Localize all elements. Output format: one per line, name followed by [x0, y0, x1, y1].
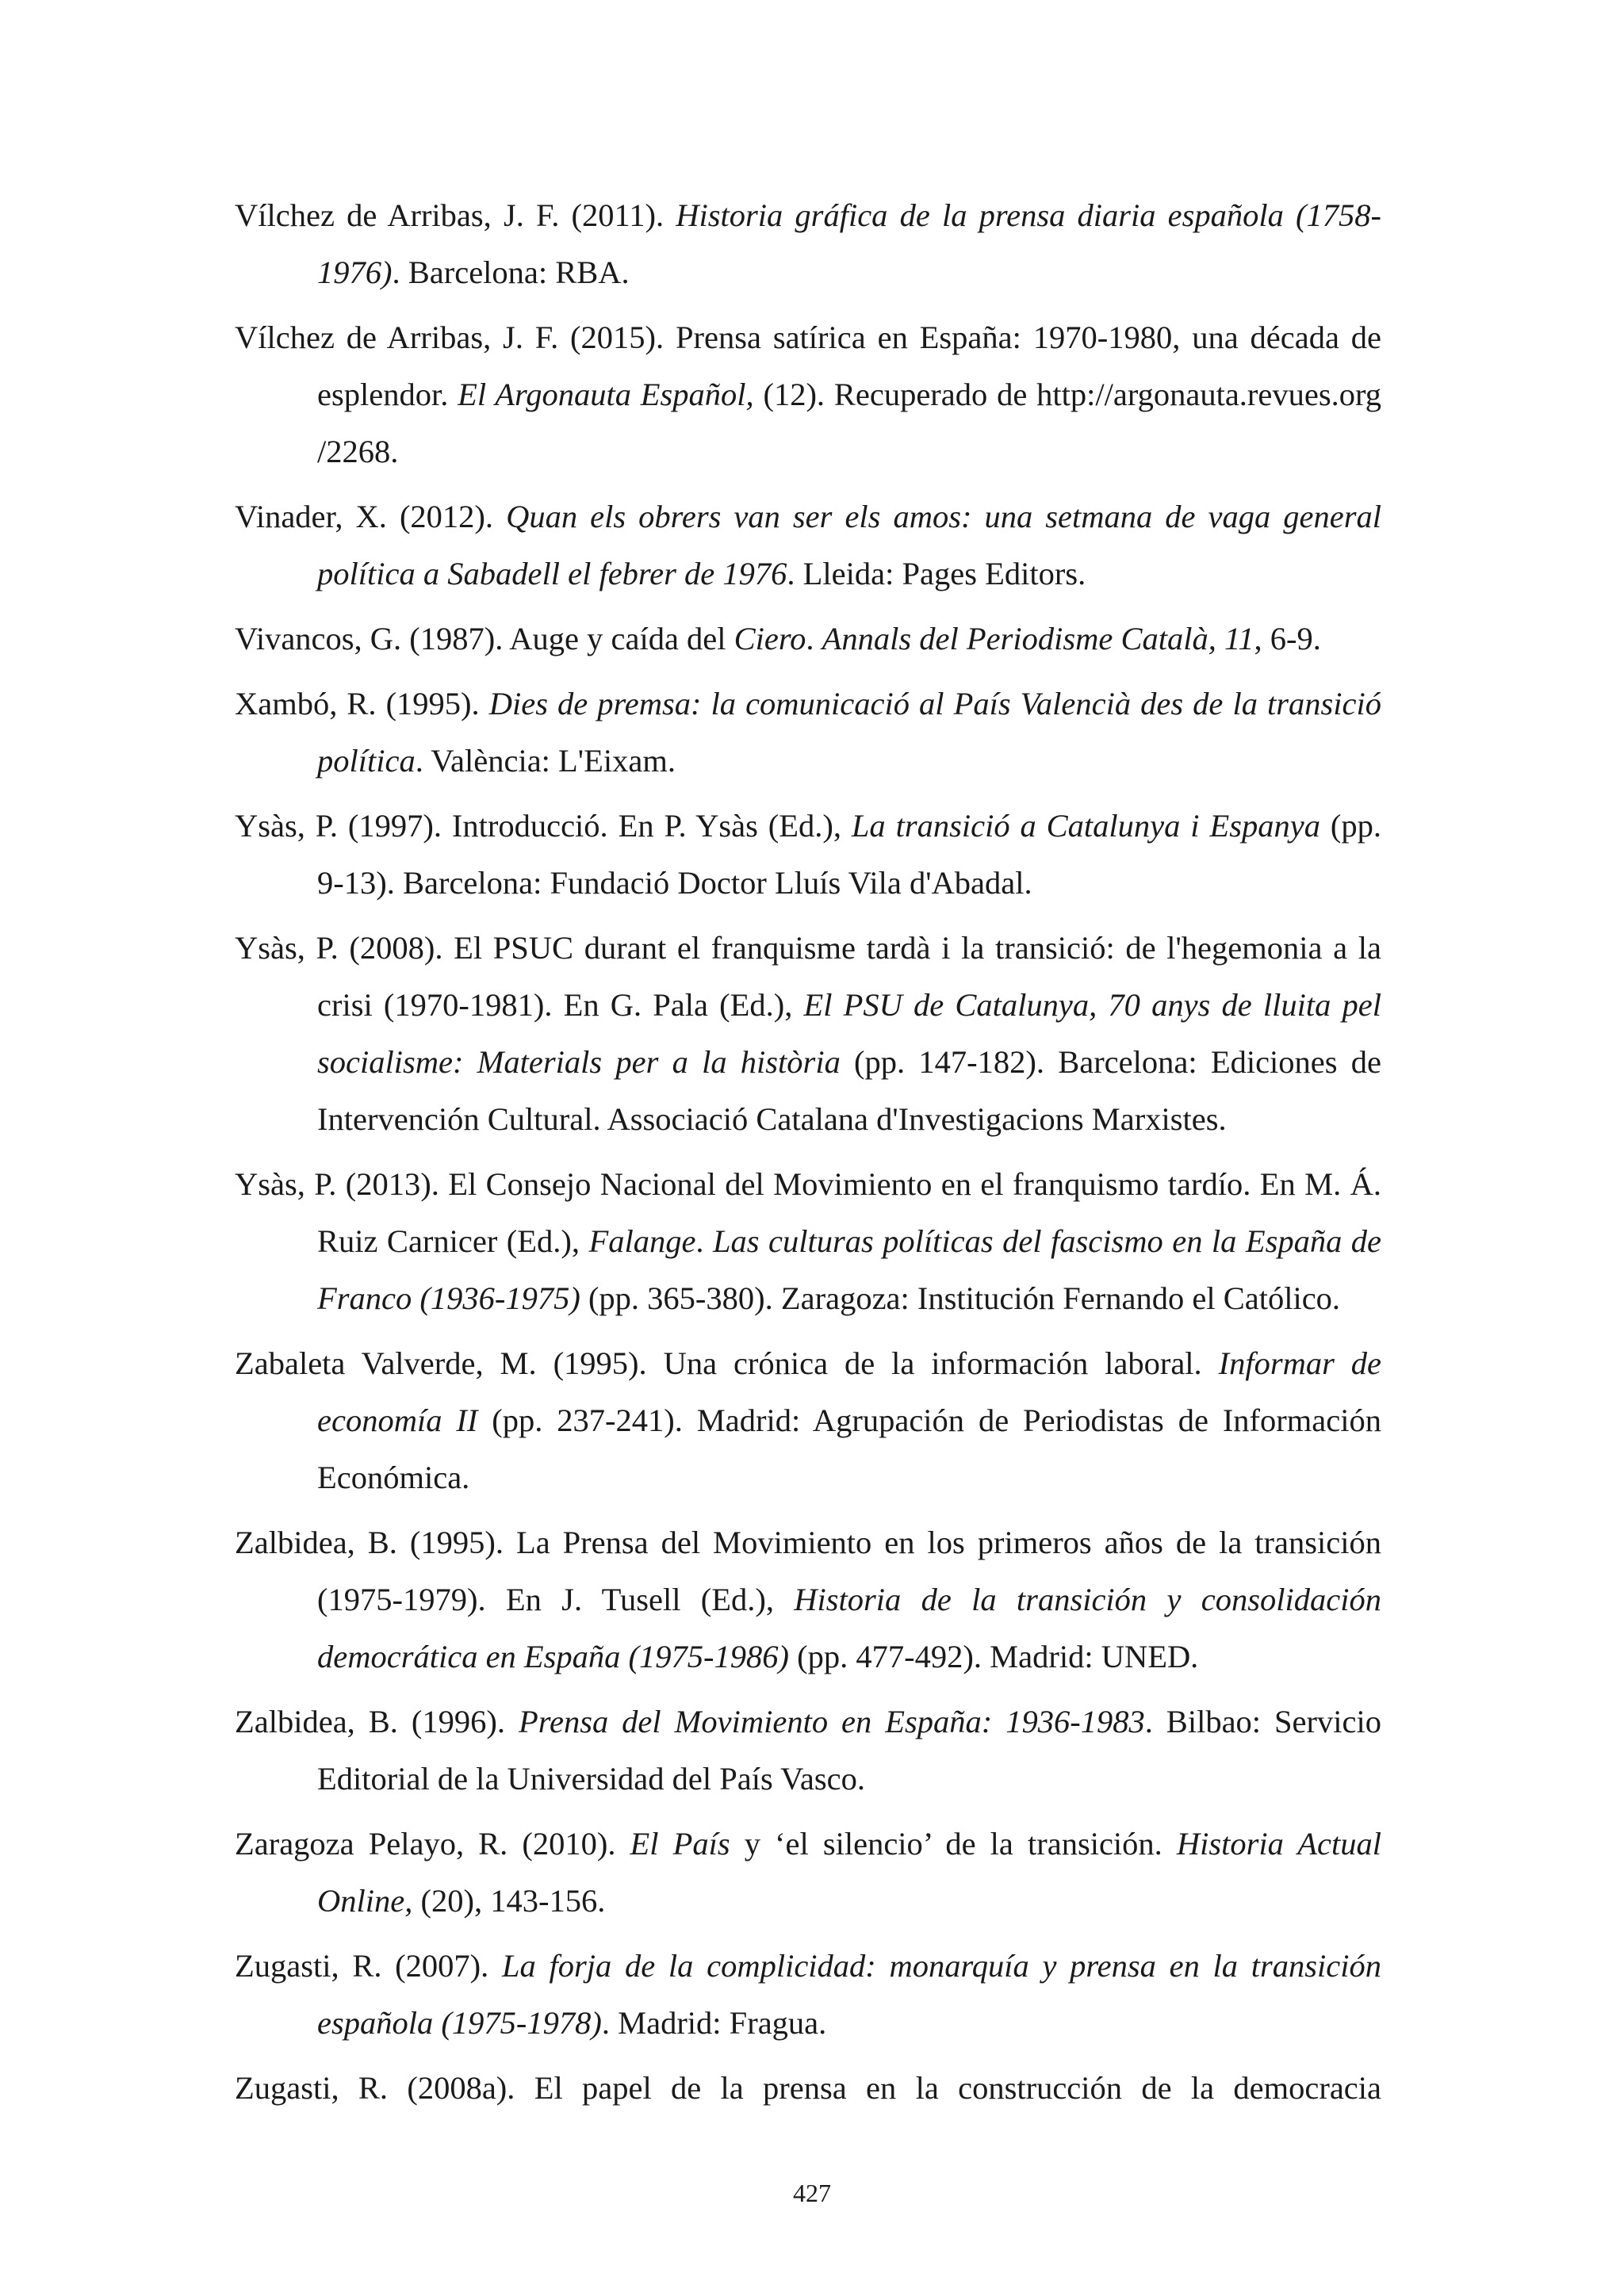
- reference-text: . Barcelona: RBA.: [392, 254, 630, 290]
- reference-text: Vivancos, G. (1987). Auge y caída del: [235, 621, 734, 656]
- reference-entry: [235, 187, 1381, 301]
- reference-italic-text: El Argonauta Español,: [458, 377, 754, 412]
- reference-entry: [235, 1156, 1381, 1327]
- reference-text: . Madrid: Fragua.: [601, 2005, 827, 2041]
- reference-entry: [235, 1335, 1381, 1506]
- reference-italic-text: Dies de premsa: la comunicació al País Valencià des de la transició política: [317, 686, 1381, 779]
- reference-italic-text: El PSU de Catalunya, 70 anys de lluita pel socialisme: Materials per a la història: [317, 987, 1381, 1080]
- reference-text: Vílchez de Arribas, J. F. (2011).: [235, 197, 676, 233]
- reference-text: Zalbidea, B. (1996).: [235, 1704, 519, 1739]
- reference-text: Vílchez de Arribas, J. F. (2015). Prensa satírica en España: 1970-1980, una década de esplendor.: [235, 320, 1381, 412]
- reference-entry: [235, 1514, 1381, 1686]
- reference-entry: [235, 1693, 1381, 1808]
- reference-entry: [235, 488, 1381, 603]
- reference-text: .: [806, 621, 822, 656]
- reference-text: .: [695, 1223, 713, 1259]
- reference-text: (pp. 365-380). Zaragoza: Institución Fernando el Católico.: [580, 1280, 1341, 1316]
- reference-text: (12). Recuperado de http://argonauta.revues.org /2268.: [317, 377, 1381, 469]
- reference-entry: [235, 1816, 1381, 1930]
- reference-text: , 6-9.: [1254, 621, 1321, 656]
- reference-text: (pp. 477-492). Madrid: UNED.: [789, 1639, 1199, 1674]
- reference-text: Zalbidea, B. (1995). La Prensa del Movimiento en los primeros años de la transición (1975-1979). En J. Tusell (Ed.),: [235, 1525, 1381, 1617]
- reference-italic-text: Prensa del Movimiento en España: 1936-1983: [518, 1704, 1145, 1739]
- reference-text: Zugasti, R. (2007).: [235, 1948, 502, 1984]
- reference-entry: [235, 1938, 1381, 2052]
- reference-italic-text: Informar de economía II: [317, 1345, 1381, 1438]
- reference-entry: [235, 675, 1381, 790]
- reference-text: (pp. 237-241). Madrid: Agrupación de Periodistas de Información Económica.: [317, 1402, 1381, 1495]
- reference-italic-text: La transició a Catalunya i Espanya: [851, 808, 1320, 844]
- reference-italic-text: El País: [630, 1826, 730, 1862]
- reference-list: [235, 187, 1381, 2125]
- reference-entry: [235, 309, 1381, 480]
- reference-text: Zaragoza Pelayo, R. (2010).: [235, 1826, 630, 1862]
- reference-italic-text: Historia Actual Online,: [317, 1826, 1381, 1919]
- reference-italic-text: Historia gráfica de la prensa diaria española (1758-1976): [317, 197, 1381, 290]
- reference-text: (pp. 9-13). Barcelona: Fundació Doctor Lluís Vila d'Abadal.: [317, 808, 1381, 901]
- reference-italic-text: Las culturas políticas del fascismo en la España de Franco (1936-1975): [317, 1223, 1382, 1316]
- reference-text: Ysàs, P. (1997). Introducció. En P. Ysàs (Ed.),: [235, 808, 852, 844]
- reference-text: Xambó, R. (1995).: [235, 686, 489, 721]
- page-number: 427: [793, 2179, 831, 2207]
- reference-italic-text: Annals del Periodisme Català, 11: [822, 621, 1254, 656]
- reference-text: . València: L'Eixam.: [415, 743, 676, 779]
- reference-entry: [235, 920, 1381, 1148]
- reference-entry: [235, 798, 1381, 912]
- reference-text: Zabaleta Valverde, M. (1995). Una crónica de la información laboral.: [235, 1345, 1219, 1381]
- reference-text: . Bilbao: Servicio Editorial de la Universidad del País Vasco.: [317, 1704, 1381, 1797]
- reference-entry: [235, 2060, 1381, 2117]
- reference-italic-text: Ciero: [733, 621, 806, 656]
- reference-italic-text: Falange: [588, 1223, 696, 1259]
- reference-text: (pp. 147-182). Barcelona: Ediciones de Intervención Cultural. Associació Catalana d'Investigacions Marxistes.: [317, 1044, 1381, 1137]
- reference-italic-text: La forja de la complicidad: monarquía y prensa en la transición española (1975-1978): [317, 1948, 1382, 2041]
- reference-text: . Lleida: Pages Editors.: [787, 556, 1086, 591]
- reference-text: y ‘el silencio’ de la transición.: [730, 1826, 1177, 1862]
- reference-entry: [235, 610, 1381, 668]
- reference-italic-text: Historia de la transición y consolidación democrática en España (1975-1986): [317, 1582, 1381, 1674]
- reference-text: Zugasti, R. (2008a). El papel de la prensa en la construcción de la democracia: [235, 2070, 1381, 2106]
- reference-italic-text: Quan els obrers van ser els amos: una setmana de vaga general política a Sabadell el febrer de 1976: [317, 499, 1382, 591]
- reference-text: (20), 143-156.: [412, 1883, 606, 1919]
- reference-text: Ysàs, P. (2013). El Consejo Nacional del Movimiento en el franquismo tardío. En M. Á. Ruiz Carnicer (Ed.),: [235, 1166, 1381, 1259]
- reference-text: Vinader, X. (2012).: [235, 499, 507, 534]
- reference-text: Ysàs, P. (2008). El PSUC durant el franquisme tardà i la transició: de l'hegemonia a la crisi (1970-1981). En G. Pala (Ed.),: [235, 930, 1381, 1023]
